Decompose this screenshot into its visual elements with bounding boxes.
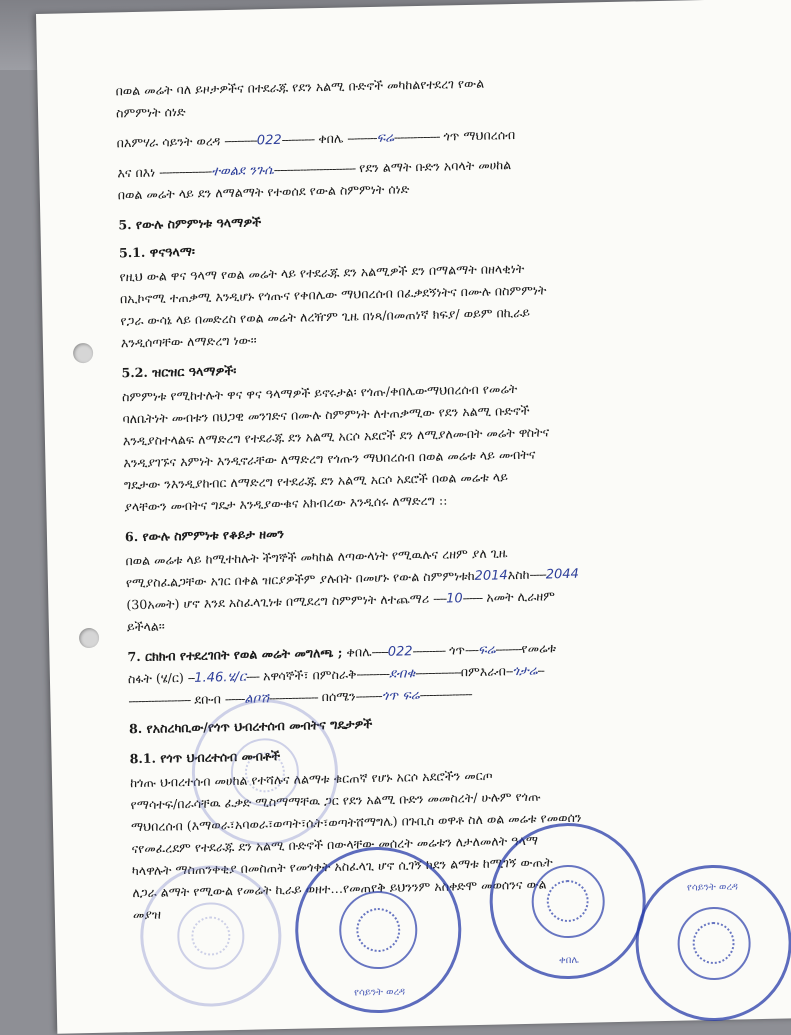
woreda-value: 022 xyxy=(256,132,282,149)
paragraph-line: ለጋራ ልማት የሚውል የመሬት ኪራይ ወዘተ…የመጠየቅ ይህንንም አስቀድሞ መወሰንና ውል xyxy=(132,876,547,901)
paragraph-line: በኢኮኖሚ ተጠቃሚ እንዲሆኑ የጎጡና የቀበሌው ማህበረሰብ በፈቃደኝነትና በሙሉ በስምምነት xyxy=(119,282,547,307)
section-8-1-heading: 8.1. የጎጥ ህብረተሰብ መብቶች xyxy=(129,748,281,767)
section-7-line-2: ስፋት (ሄ/ር) --1.46.ሄ/ር---- አዋሳኞች፣ በምስራቅ----------ደብቁ--------------በምእራብ--ጎታሬ-- xyxy=(127,662,545,687)
section-6-heading: 6. የውሉ ስምምነቱ የቆይታ ዘመን xyxy=(124,525,285,545)
south-value: ልቦሽ xyxy=(244,691,270,707)
party-line-2: እና በእነ ----------------ተወልደ ንጉሴ------------------------- የደን ልማት ቡድን አባላት መሀከል xyxy=(117,157,512,181)
kebele-label: ቀበሌ xyxy=(318,130,344,147)
section-5-heading: 5. የውሉ ስምምነቱ ዓላማዎች xyxy=(118,214,262,233)
paragraph-line: የዚህ ውል ዋና ዓላማ የወል መሬት ላይ የተደራጁ ደን አልሚዎች ደን በማልማት በዘላቂነት xyxy=(119,260,525,285)
west-label: በምእራብ xyxy=(460,663,507,680)
party-name-value: ተወልደ ንጉሴ xyxy=(211,163,274,180)
paragraph-line: በወል መሬቱ ላይ ከሚተከሉት ችግኞች መካከል ለጣውላነት የሚዉሉና ረዘም ያለ ጊዜ xyxy=(125,545,508,569)
emblem-icon xyxy=(356,907,401,952)
area-value: 1.46.ሄ/ር xyxy=(194,669,247,686)
area-label: ስፋት (ሄ/ር) xyxy=(127,670,184,687)
duration-line: የሚያስፈልጋቸው አገር በቀል ዝርያዎችም ያሉበት በመሆኑ የውል ስምምነቱከ2014እስከ-----2044 xyxy=(125,566,580,591)
stamp-text: የሳይንት ወረዳ xyxy=(686,881,739,894)
paragraph-line: እንዲያገኙና እምነት እንዲኖራቸው ለማድረግ የጎጡን ማህበረሰብ በወል መሬቱ ላይ መብትና xyxy=(123,446,536,471)
until-label: እስከ xyxy=(507,566,530,583)
document-page xyxy=(36,0,791,1034)
punch-hole xyxy=(79,628,99,648)
section-7-line-3: ------------------- ደቡብ ------ልቦሽ--------------- በሰሜን--------ጎጥ ፍሬ---------------- xyxy=(128,686,472,709)
section-5-2-text xyxy=(122,373,775,519)
party-line-1: በእምሃራ ሳይንት ወረዳ ----------022---------- ቀበሌ ---------ፍሬ-------------- ጎጥ ማህበረሰብ xyxy=(116,126,516,151)
paragraph-line: መያዝ xyxy=(132,906,162,923)
section-5-1-heading: 5.1. ዋናዓላማ፡ xyxy=(118,243,196,261)
paragraph-line: እንዲያስተላልፍ ለማድረግ የተደራጁ ደን አልሚ አርሶ አደሮች ደን ለሚያለሙበት መሬት ዋስትና xyxy=(122,424,550,449)
section-5-2-heading: 5.2. ዝርዝር ዓላማዎች፡ xyxy=(121,362,237,381)
north-label: በሰሜን xyxy=(321,688,356,705)
paragraph-line: እንዲሰጣቸው ለማድረግ ነው፡፡ xyxy=(120,332,257,351)
section-8-heading: 8. የአስረካቢው/የጎጥ ህብረተሰብ መብትና ግዴታዎች xyxy=(128,716,373,737)
end-year-value: 2044 xyxy=(545,566,580,583)
party-prefix: እና በእነ xyxy=(117,164,156,181)
land-kebele-value: 022 xyxy=(387,644,413,660)
official-stamp xyxy=(634,863,791,1022)
section-7-line-1: 7. ርክክብ የተደረገበት የወል መሬት መግለጫ ; ቀበሌ-----022---------- ጎጥ----ፍሬ--------የመሬቱ xyxy=(127,640,557,665)
stamp-text: ቀበሌ xyxy=(558,954,579,967)
punch-hole xyxy=(73,343,93,363)
paragraph-line: ካላዋሉት ማስጠንቀቂያ በመስጠት የመጎቀት አስፈላጊ ሆኖ ሲገኝ ከደን ልማቱ ከሚገኝ ውጤት xyxy=(131,854,553,879)
plot-label: የመሬቱ xyxy=(521,640,557,656)
party-suffix: የደን ልማት ቡድን አባላት መሀከል xyxy=(359,157,512,176)
woreda-prefix: በእምሃራ ሳይንት ወረዳ xyxy=(116,133,221,151)
got-label: ጎጥ ማህበረሰብ xyxy=(443,126,516,144)
duration-text: የሚያስፈልጋቸው አገር በቀል ዝርያዎችም ያሉበት በመሆኑ የውል ስምምነቱከ xyxy=(125,567,475,591)
section-7-heading: 7. ርክክብ የተደረገበት የወል መሬት መግለጫ ; xyxy=(127,644,343,665)
stamp-text: የሳይንት ወረዳ xyxy=(353,986,406,999)
paragraph-line: ያላቸውን መብትና ግዴታ እንዲያውቁና አክብረው እንዲሰሩ ለማድረግ :: xyxy=(124,492,448,515)
paragraph-line: ስምምነቱ የሚከተሉት ዋና ዋና ዓላማዎች ይኖሩታል፡ የጎጡ/ቀበሌውማህበረሰብ የመሬት xyxy=(121,381,518,405)
paragraph-line: ይችላል፡፡ xyxy=(126,618,165,635)
paragraph-line: የማሳተፍ/በራሳቸዉ ፈቃድ ሚስማማቸዉ ጋር የደን አልሚ ቡድን መመስረት/ ሁሉም የጎጡ xyxy=(130,788,541,813)
section-5-1-text xyxy=(119,253,771,355)
emblem-icon xyxy=(546,880,589,923)
paragraph-line: ባለቤትነት መብቱን በህጋዊ መንገድና በሙሉ ስምምነት ለተጠቃሚው የደን አልሚ ቡድኖች xyxy=(122,402,530,427)
kebele-value: ፍሬ xyxy=(376,130,395,146)
east-value: ደብቁ xyxy=(388,666,416,682)
south-label: ደቡብ xyxy=(194,691,222,707)
start-year-value: 2014 xyxy=(474,568,508,584)
north-value: ጎጥ ፍሬ xyxy=(381,688,420,704)
got-label: ጎጥ xyxy=(448,642,466,658)
extension-suffix: አመት ሊራዘም xyxy=(486,588,556,605)
west-value: ጎታሬ xyxy=(512,663,538,680)
extension-text: (30አመት) ሆኖ እንደ አስፈላጊነቱ በሚደረግ ስምምነት ለተጨማሪ xyxy=(126,590,430,613)
east-label: አዋሳኞች፣ በምስራቅ xyxy=(262,666,357,684)
paragraph-line: ግዴታው ንእንዲያከብር ለማድረግ የተደራጁ ደን አልሚ አርሶ አደሮች በወል መሬቱ ላይ xyxy=(123,469,509,493)
kebele-label: ቀበሌ xyxy=(346,644,372,660)
paragraph-line: ማህበረሰብ (እማወራ፣አባወራ፣ወጣት፣ሴት፣ወጣትሸማግሌ) በጉቢስ ወዋቶ ስለ ወል መሬቱ የመወሰን xyxy=(130,809,582,835)
extension-years-value: 10 xyxy=(446,591,463,607)
emblem-icon xyxy=(692,922,735,965)
paragraph-line: ከጎጡ ህብረተሰብ መሀከል የተሻሉና ለልማቱ ቁርጠኛ የሆኑ አርሶ አደሮችን መርጦ xyxy=(129,767,493,791)
title-line-1: በወል መሬት ባለ ይዞታዎችና በተደራጁ የደን አልሚ ቡድኖች መካከልየተደረገ የውል xyxy=(115,75,485,99)
paragraph-line: የጋራ ውሳኔ ላይ በመድረስ የወል መሬት ለረዥም ጊዜ በነጻ/በመጠነኛ ክፍያ/ ወይም በኪራይ xyxy=(120,304,531,329)
title-line-2: ስምምነት ሰነድ xyxy=(115,103,186,121)
party-line-3: በወል መሬት ላይ ደን ለማልማት የተወሰደ የውል ስምምነት ሰነድ xyxy=(117,181,410,203)
land-got-value: ፍሬ xyxy=(477,642,496,658)
paragraph-line: ናየመፈረደም የተደራጁ ደን አልሚ ቡድኖች በውላቸው መሰረት መሬቱን ለታለመለት ዓላማ xyxy=(131,832,539,857)
extension-line: (30አመት) ሆኖ እንደ አስፈላጊነቱ በሚደረግ ስምምነት ለተጨማሪ ----10------ አመት ሊራዘም xyxy=(126,588,556,613)
